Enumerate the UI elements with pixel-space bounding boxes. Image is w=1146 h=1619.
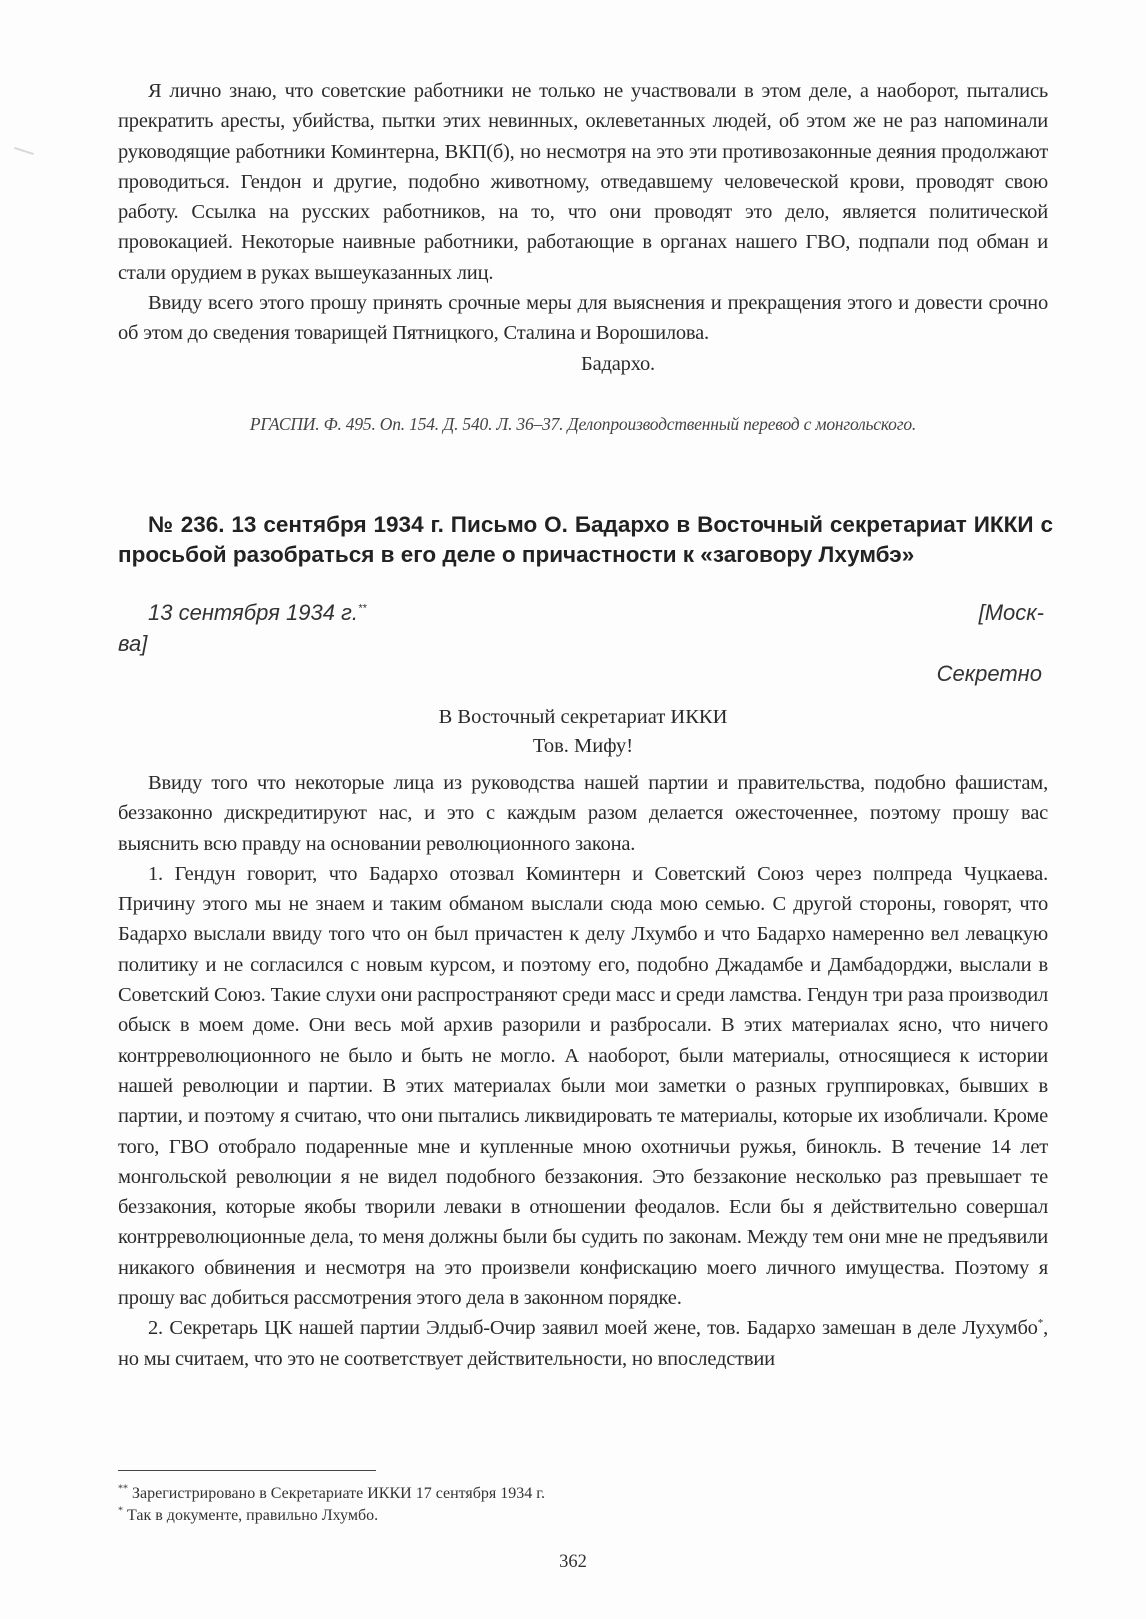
document-place-start: [Моск- — [978, 600, 1044, 625]
footnote-divider — [118, 1470, 376, 1471]
footnote-2: * Так в документе, правильно Лхумбо. — [118, 1505, 379, 1524]
addressee — [118, 703, 1048, 761]
addressee-line-1: В Восточный секретариат ИККИ — [438, 706, 728, 728]
page-number: 362 — [559, 1552, 587, 1572]
footnote-mark: ** — [358, 602, 367, 615]
footnote-1: ** Зарегистрировано в Секретариате ИККИ 17 сентября 1934 г. — [118, 1483, 546, 1502]
addressee-line-2: Тов. Мифу! — [532, 735, 634, 757]
scan-smudge — [14, 147, 34, 155]
previous-signature: Бадархо. — [581, 352, 655, 375]
previous-document-body — [118, 76, 1048, 379]
document-body — [118, 768, 1048, 1374]
previous-paragraph-2: Ввиду всего этого прошу принять срочные меры для выяснения и прекращения этого и довести срочно об этом до сведения товарищей Пятницкого, Сталина и Ворошилова. — [118, 292, 1048, 345]
document-heading: № 236. 13 сентября 1934 г. Письмо О. Бадархо в Восточный секретариат ИККИ с просьбой разобраться в его деле о причастности к «заговору Лхумбэ» — [118, 512, 1053, 567]
footnotes — [118, 1483, 545, 1527]
intro-paragraph: Ввиду того что некоторые лица из руководства нашей партии и правительства, подобно фашистам, беззаконно дискредитируют нас, и это с каждым разом делается ожесточеннее, поэтому прошу вас выяснить всю правду на основании революционного закона. — [118, 772, 1048, 855]
archive-reference: РГАСПИ. Ф. 495. Оп. 154. Д. 540. Л. 36–37. Делопроизводственный перевод с монгольского. — [249, 414, 917, 434]
document-place-end: ва] — [118, 631, 148, 656]
footnote-mark: * — [1037, 1317, 1044, 1330]
point-1-paragraph: 1. Гендун говорит, что Бадархо отозвал Коминтерн и Советский Союз через полпреда Чуцкаева. Причину этого мы не знаем и таким обманом выслали сюда мою семью. С другой стороны, говорят, что Бадархо выслали ввиду того что он был причастен к делу Лхумбо и что Бадархо намеренно вел левацкую политику и не согласился с новым курсом, и поэтому его, подобно Джадамбе и Дамбадорджи, выслали в Советский Союз. Такие слухи они распространяют среди масс и среди ламства. Гендун три раза производил обыск в моем доме. Они весь мой архив разорили и разбросали. В этих материалах ясно, что ничего контрреволюционного не было и быть не могло. А наоборот, были материалы, относящиеся к истории нашей революции и партии. В этих материалах были мои заметки о разных группировках, бывших в партии, и поэтому я считаю, что они пытались ликвидировать те материалы, которые их изобличали. Кроме того, ГВО отобрало подаренные мне и купленные мною охотничьи ружья, бинокль. В течение 14 лет монгольской революции я не видел подобного беззакония. Это беззаконие несколько раз превышает те беззакония, которые якобы творили леваки в отношении феодалов. Если бы я действительно совершал контрреволюционные дела, то меня должны были бы судить по законам. Между тем они мне не предъявили никакого обвинения и несмотря на это произвели конфискацию моего личного имущества. Поэтому я прошу вас добиться рассмотрения этого дела в законном порядке. — [118, 862, 1048, 1310]
point-2-paragraph: 2. Секретарь ЦК нашей партии Элдыб-Очир заявил моей жене, тов. Бадархо замешан в деле Лухумбо*, но мы считаем, что это не соответствует действительности, но впоследствии — [118, 1317, 1048, 1370]
previous-paragraph-1: Я лично знаю, что советские работники не только не участвовали в этом деле, а наоборот, пытались прекратить аресты, убийства, пытки этих невинных, оклеветанных людей, об этом же не раз напоминали руководящие работники Коминтерна, ВКП(б), но несмотря на это эти противозаконные деяния продолжают проводиться. Гендон и другие, подобно животному, отведавшему человеческой крови, проводят свою работу. Ссылка на русских работников, на то, что они проводят это дело, является политической провокацией. Некоторые наивные работники, работающие в органах нашего ГВО, подпали под обман и стали орудием в руках вышеуказанных лиц. — [118, 80, 1048, 284]
document-date: 13 сентября 1934 г.** — [148, 600, 367, 625]
classification-label: Секретно — [936, 661, 1042, 686]
